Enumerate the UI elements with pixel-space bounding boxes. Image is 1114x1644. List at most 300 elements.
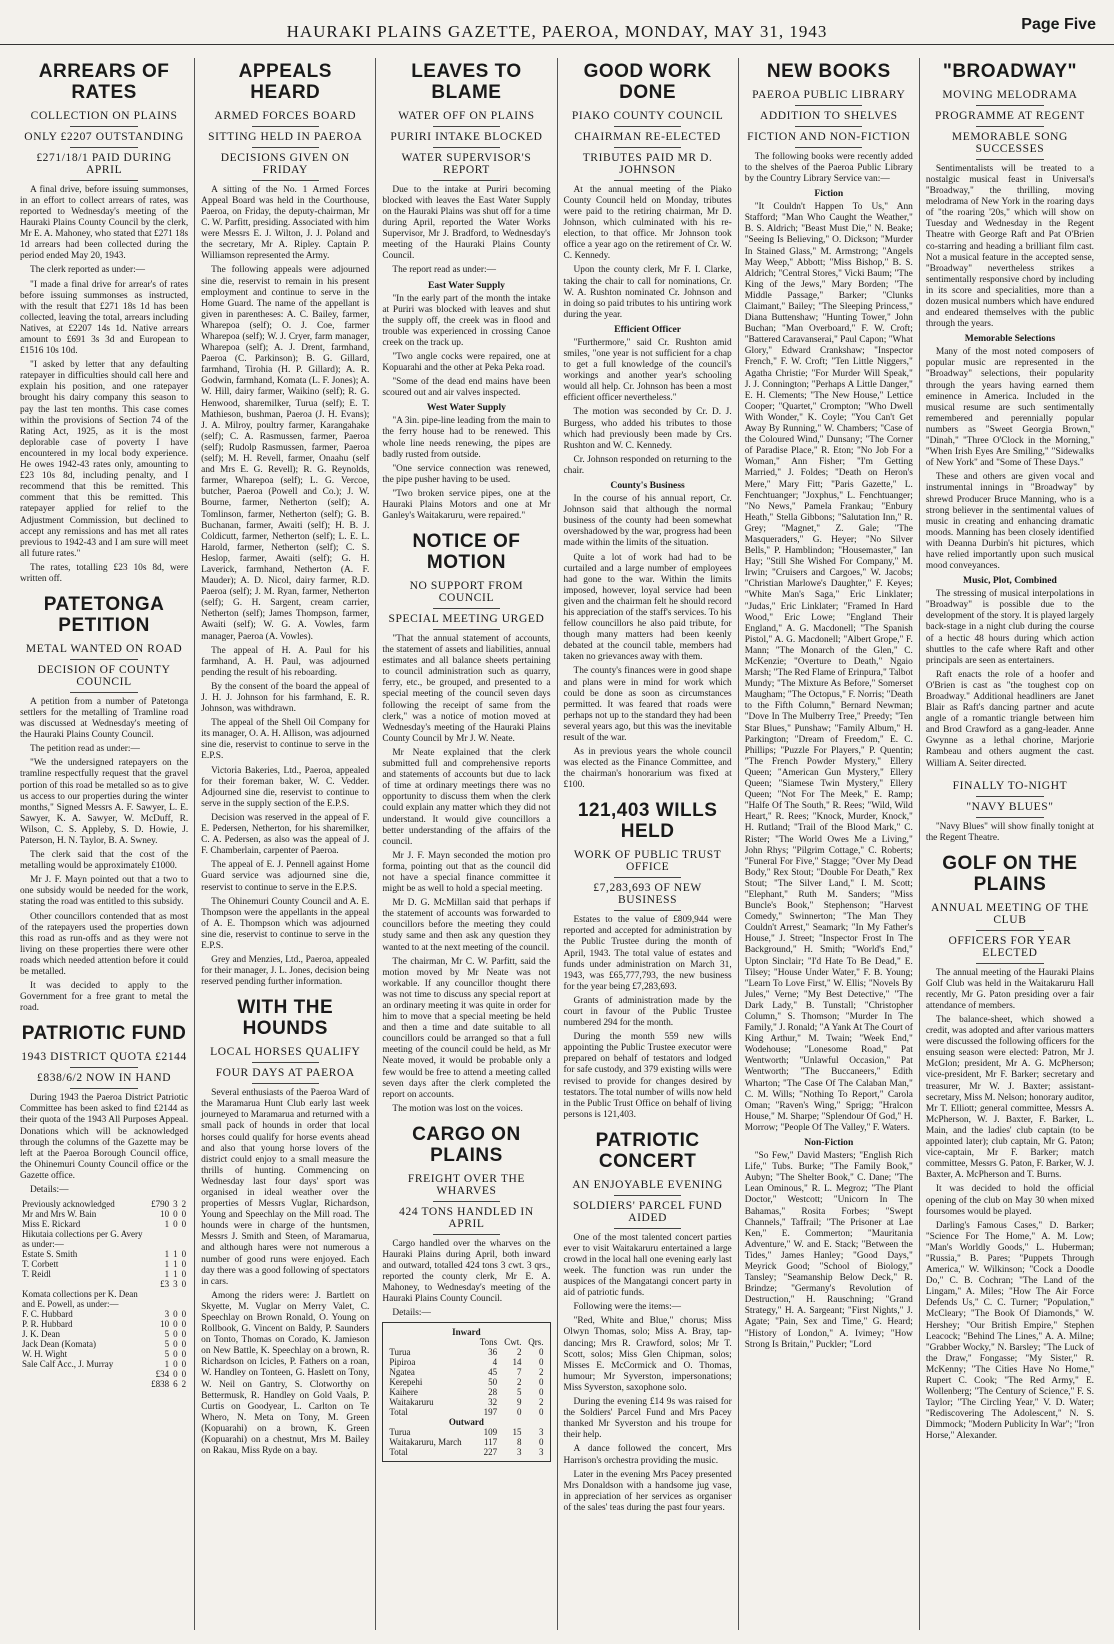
article-subheadline: 424 TONS HANDLED IN APRIL (399, 1205, 534, 1230)
article (926, 780, 1094, 844)
cargo-row (387, 1367, 545, 1377)
cargo-label: Waitakaruru, March (389, 1437, 462, 1448)
column (14, 58, 195, 1630)
paragraph: The chairman, Mr C. W. Parfitt, said the motion moved by Mr Neate was not workable. If any councillor thought there was not time to discuss any special report at an ordinary meeting it was quite in order for him to move that a special meeting be held and then a time and date suitable to all councillors could be arranged so that a full meeting of the council could be held, as Mr Neate moved, it would be probable only a few would be free to attend a meeting called seven days after the clerk completed the report on accounts. (382, 956, 551, 1100)
article-headline: GOOD WORK DONE (583, 61, 712, 103)
ledger-row (20, 1269, 188, 1279)
paragraph: Later in the evening Mrs Pacey presented Mrs Donaldson with a handsome jug vase, in appreciation of her services as organiser of the sales' teas during the past four years. (563, 1469, 732, 1513)
paragraph: Several enthusiasts of the Paeroa Ward of the Maramarua Hunt Club early last week journeyed to Maramarua and returned with a small pack of hounds in order that local horses could qualify for horse events ahead and also that young horse lovers of the district could enjoy to a small measure the thrills of hunting. Commencing on Wednesday last four days' sport was organised in ideal weather over the properties of Messrs Vuglar, Richardson, Young and Speechlay on the Mill road. The hounds were in charge of the huntsmen, Messrs J. Smith and Steen, of Maramarua, and although hares were not numerous a number of good runs were enjoyed. Each day there was a good following of spectators in cars. (201, 1088, 370, 1287)
section-heading: Music, Plot, Combined (963, 575, 1057, 587)
article-subheadline: PURIRI INTAKE BLOCKED (390, 130, 543, 143)
article (382, 1125, 550, 1462)
cargo-value: 36 (488, 1347, 498, 1358)
cargo-value: 0 (539, 1377, 544, 1388)
divider-rule (252, 147, 319, 148)
cargo-value: 2 (516, 1377, 522, 1388)
ledger-amount: 3 (173, 1199, 178, 1210)
article-headline: PATRIOTIC FUND (21, 1023, 187, 1045)
ledger-label: Previously acknowledged (22, 1199, 115, 1210)
section-heading: East Water Supply (427, 279, 505, 291)
ledger-amount: 1 (173, 1269, 178, 1280)
paragraph: Mr Neate explained that the clerk submitted full and comprehensive reports and statements of accounts but due to lack of time at ordinary meetings there was no opportunity to discuss them when the clerk could explain any matter which they did not understand. It would give councillors a better understanding of the affairs of the council. (382, 747, 551, 847)
article-subheadline: £838/6/2 NOW IN HAND (37, 1072, 172, 1085)
column (376, 58, 557, 1630)
ledger-amount: 0 (173, 1369, 178, 1380)
ledger-amount: 0 (181, 1249, 187, 1260)
ledger-amount: 6 (173, 1379, 178, 1390)
article (201, 998, 369, 1457)
cargo-value: 7 (516, 1367, 522, 1378)
paragraph: Details:— (30, 1185, 69, 1196)
article (926, 854, 1094, 1443)
cargo-value: 2 (539, 1397, 544, 1408)
paragraph: Decision was reserved in the appeal of F. E. Pedersen, Netherton, for his sharemilker, C. A. Pedersen, as also was the appeal of J. F. Chamberlain, carpenter of Paeroa. (201, 812, 370, 857)
paragraph: Many of the most noted composers of popular music are represented in the "Broadway" selections, their popularity through the years having earned them eminence in America. Included in the musical resume are such sentimentally remembered and perennially popular numbers as "Sweet Georgia Brown," "Dinah," "Three O'Clock in the Morning," "When Irish Eyes Are Smiling," "Sidewalks of New York" and "Some of These Days." (925, 347, 1095, 469)
ledger-amount: 3 (173, 1279, 178, 1290)
ledger-label: T. Reidl (22, 1269, 51, 1280)
ledger-row (20, 1319, 188, 1329)
article (201, 62, 369, 988)
ledger-amount: 0 (181, 1309, 187, 1320)
divider-rule (976, 817, 1043, 818)
paragraph: The annual meeting of the Hauraki Plains Golf Club was held in the Waitakaruru Hall recently, Mr G. Paton presiding over a fair attendance of members. (925, 967, 1095, 1011)
cargo-label: Kaihere (389, 1387, 418, 1398)
ledger-row (20, 1289, 188, 1309)
article (382, 62, 550, 522)
ledger-label: Sale Calf Acc., J. Murray (22, 1359, 114, 1370)
divider-rule (976, 159, 1043, 160)
ledger-amount: 0 (173, 1349, 178, 1360)
cargo-section-row (387, 1417, 545, 1427)
article-headline: 121,403 WILLS HELD (577, 800, 718, 843)
section-heading: West Water Supply (426, 402, 506, 414)
ledger-row (20, 1279, 188, 1289)
divider-rule (976, 963, 1043, 964)
ledger-row (20, 1209, 188, 1219)
divider-rule (70, 1067, 137, 1068)
article-subheadline: SOLDIERS' PARCEL FUND AIDED (572, 1199, 723, 1224)
article-subheadline: SITTING HELD IN PAEROA (208, 130, 363, 143)
ledger-row (20, 1359, 188, 1369)
ledger-label: P. R. Hubbard (22, 1319, 73, 1330)
article-headline: NOTICE OF MOTION (412, 531, 521, 574)
ledger-row (20, 1249, 188, 1259)
ledger-label (20, 1369, 149, 1379)
article-subheadline: ARMED FORCES BOARD (214, 109, 357, 122)
paragraph: "Two broken service pipes, one at the Hauraki Plains Motors and one at Mr Ganley's Waitakaruru, were repaired." (382, 488, 551, 522)
cargo-label: Turua (389, 1347, 411, 1358)
article-headline: LEAVES TO BLAME (411, 61, 522, 103)
section-heading: Fiction (814, 188, 844, 200)
article (20, 595, 188, 1014)
cargo-header: Tons (479, 1337, 498, 1348)
divider-rule (614, 910, 681, 911)
divider-rule (614, 877, 681, 878)
paragraph: The balance-sheet, which showed a credit, was adopted and after various matters were discussed the following officers for the ensuing season were elected: Patron, Mr J. McGlon; president, Mr A. G. McPherson; vice-president, Mr F. Barker; secretary and treasurer, Mr W. J. Baxter; assistant-secretary, Miss M. Nelson; honorary auditor, Mr T. Elliott; general committee, Messrs A. McPherson, W. J. Baxter, F. Barker, L. Main, and the ladies' club captain (to be appointed later); club captain, Mr G. Paton; vice-captain, Mr F. Barker; match committee, Messrs G. Paton, F. Barker, W. J. Baxter, A. McPherson and T. Burns. (925, 1015, 1095, 1181)
paragraph: Mr J. F. Mayn seconded the motion pro forma, pointing out that as the council did not have a special finance committee it might be as well to hold a special meeting. (382, 850, 551, 895)
cargo-value: 0 (539, 1347, 544, 1358)
cargo-value: 0 (516, 1407, 522, 1418)
ledger-row (20, 1339, 188, 1349)
paragraph: Victoria Bakeries, Ltd., Paeroa, appealed for their foreman baker, W. C. Vedder. Adjourned sine die, reservist to continue to serve in the supply section of the E.P.S. (201, 765, 370, 809)
article-subheadline: WORK OF PUBLIC TRUST OFFICE (573, 849, 722, 874)
divider-rule (976, 930, 1043, 931)
article (745, 62, 913, 1351)
ledger-amount: 1 (173, 1259, 178, 1270)
ledger-amount: 0 (173, 1339, 178, 1350)
article-subheadline: COLLECTION ON PLAINS (30, 109, 178, 122)
paragraph: The county's finances were in good shape and plans were in mind for work which could be done as soon as circumstances permitted. It was feared that roads were perhaps not up to the standard they had been several years ago, but this was the inevitable result of the war. (563, 666, 732, 743)
masthead-title: HAURAKI PLAINS GAZETTE, PAEROA, MONDAY, MAY 31, 1943 (286, 22, 828, 41)
ledger-amount (180, 1289, 189, 1309)
divider-rule (433, 147, 500, 148)
paragraph: "Red, White and Blue," chorus; Miss Olwyn Thomas, solo; Miss A. Bray, tap-dancing; Mrs R. Crawford, solos; Mr T. Scott, solos; Miss Glen Chipman, solos; Misses E. McCormick and O. Thomas, humour; Mr Syverston, impersonations; Miss Syverston, saxophone solo. (563, 1316, 732, 1393)
ledger-amount: £790 (151, 1199, 170, 1210)
cargo-value: 45 (488, 1367, 498, 1378)
paragraph: The report read as under:— (392, 265, 496, 276)
cargo-row (387, 1397, 545, 1407)
article-headline: ARREARS OF RATES (38, 61, 170, 103)
ledger-amount: 0 (181, 1219, 187, 1230)
paragraph: Sentimentalists will be treated to a nostalgic musical feast in Universal's "Broadway," the thrilling, moving melodrama of New York in the roaring days of "the roaring '20s," which will show on Tuesday and Wednesday in the Regent Theatre with George Raft and Pat O'Brien co-starring and heading a brilliant film cast. Not a musical feature in the accepted sense, "Broadway" nevertheless strikes a sentimentally responsive chord by including in its score and specialities, more than a dozen musical numbers which have endured and endeared themselves with the public through the years. (925, 163, 1095, 330)
article (20, 62, 188, 585)
ledger-amount (171, 1229, 180, 1249)
ledger-amount: 1 (173, 1249, 178, 1260)
cargo-value: 8 (516, 1437, 522, 1448)
divider-rule (795, 105, 862, 106)
divider-rule (70, 659, 137, 660)
ledger-amount: 5 (164, 1349, 170, 1360)
divider-rule (614, 1228, 681, 1229)
article-headline: WITH THE HOUNDS (237, 997, 334, 1040)
ledger-label: Komata collections per K. Dean and E. Powell, as under:— (22, 1289, 138, 1310)
paragraph: Upon the county clerk, Mr F. I. Clarke, taking the chair to call for nominations, Cr. W. A. Rushton nominated Cr. Johnson and in doing so paid tributes to his untiring work during the year. (563, 265, 732, 320)
article-subheadline: WATER OFF ON PLAINS (398, 109, 535, 122)
paragraph: Cr. Johnson responded on returning to the chair. (563, 454, 732, 476)
cargo-label: Total (389, 1447, 408, 1458)
paragraph: Quite a lot of work had had to be curtailed and a large number of employees had gone to the war. Within the limits imposed, however, loyal service had been given and the chairman felt he should record his appreciation of the staff's services. To his fellow councillors he also paid tribute, for though many matters had been keenly debated at the council table, members had taken no grievances away with them. (563, 552, 732, 663)
article-subheadline: FREIGHT OVER THE WHARVES (407, 1172, 525, 1197)
divider-rule (795, 147, 862, 148)
article-subheadline: FOUR DAYS AT PAEROA (215, 1067, 355, 1080)
cargo-value: 227 (483, 1447, 498, 1458)
ledger-label: Miss E. Rickard (22, 1219, 81, 1230)
ledger-amount: 1 (164, 1269, 170, 1280)
cargo-value: 0 (539, 1387, 544, 1398)
paragraph: "I asked by letter that any defaulting ratepayer in difficulties should call here and explain his position, and one ratepayer brought his dairy company this season to pay the last ten months. This case comes within the provisions of Section 74 of the Rating Act, 1925, as it is the most deplorable case of poverty I have encountered in my local body experience. He owes 1942-43 rates only, amounting to £23 10s 8d, including penalty, and I recommend that this be remitted. This comment that this be remitted. This ratepayer applied for relief to the Adjustment Commission, but declined to accept any remissions and has met all rates previous to 1942-43 and I am sure will meet all future rates." (20, 360, 189, 559)
paragraph: The appeal of the Shell Oil Company for its manager, O. A. H. Allison, was adjourned sine die, reservist to continue to serve in the E.P.S. (201, 718, 370, 762)
paragraph: A dance followed the concert, Mrs Harrison's orchestra providing the music. (563, 1444, 732, 1466)
ledger-amount: 0 (173, 1319, 178, 1330)
article-subheadline: £271/18/1 PAID DURING APRIL (36, 151, 172, 176)
ledger-row (20, 1309, 188, 1319)
article-headline: GOLF ON THE PLAINS (942, 852, 1078, 895)
ledger-amount: 10 (160, 1319, 170, 1330)
ledger-amount: £3 (160, 1279, 170, 1290)
paragraph: "That the annual statement of accounts, the statement of assets and liabilities, annual estimates and all balance sheets pertaining to council administration such as quarry, ferry, etc., be grouped, and presented to a special meeting of the council seven days following the receipt of same from the clerk," was a notice of motion moved at Wednesday's meeting of the Hauraki Plains County Council by Mr J. W. Neate. (382, 634, 551, 744)
paragraph: The clerk reported as under:— (30, 265, 146, 276)
ledger-amount (149, 1229, 171, 1249)
article-headline: "BROADWAY" (942, 61, 1078, 82)
divider-rule (70, 692, 137, 693)
article-subheadline: CHAIRMAN RE-ELECTED (574, 130, 721, 143)
cargo-value: 2 (539, 1367, 544, 1378)
article-subheadline: TRIBUTES PAID MR D. JOHNSON (582, 151, 713, 176)
cargo-table-box (382, 1322, 550, 1462)
paragraph: These and others are given vocal and instrumental innings in "Broadway" by shrewd Producer Bruce Manning, who is a strong believer in the sentimental values of music in creating and enhancing dramatic moods. Manning has been closely identified with Deanna Durbin's hit pictures, which have relied importantly upon such musical mood conveyances. (925, 472, 1095, 572)
divider-rule (433, 629, 500, 630)
cargo-value: 109 (483, 1427, 498, 1438)
ledger-amount: £838 (151, 1379, 170, 1390)
paragraph: Grey and Menzies, Ltd., Paeroa, appealed for their manager, J. L. Jones, decision being reserved pending further information. (201, 955, 370, 988)
article-subheadline: AN ENJOYABLE EVENING (572, 1178, 723, 1191)
paragraph: One of the most talented concert parties ever to visit Waitakaruru entertained a large crowd in the local hall one evening early last week. The function was run under the auspices of the Mangatangi concert party in aid of patriotic funds. (563, 1232, 732, 1299)
paragraph: During 1943 the Paeroa District Patriotic Committee has been asked to find £2144 as their quota of the 1943 All Purposes Appeal. Donations which will be acknowledged through the columns of the Gazette may be left at the Paeroa Borough Council office, the Ohinemuri County Council office or the Gazette office. (20, 1093, 189, 1181)
column (558, 58, 739, 1630)
paragraph: Darling's Famous Cases," D. Barker; "Science For The Home," A. M. Low; "Man's Worldly Goods," L. Huberman; "Russia," B. Pares; "Puppets Through America," W. Wilkinson; "Cock a Doodle Do," C. B. Cochran; "The Land of the Lingam," A. Miles; "How The Air Force Defends Us," C. C. Turner; "Population," McCleary; "The Book Of Diamonds," W. Hershey; "Our British Empire," Stephen Leacock; "Behind The Lines," A. A. Milne; "Grabber Wocky," N. Barsley; "The Luck of the Draw," Fongasse; "My Sister," R. McKenny; "The Cities Have No Home," Rupert C. Cook; "The Red Army," E. Wollenberg; "The Century of Science," F. S. Taylor; "The Circling Year," V. D. Water; "Rediscovering The Adolescent," N. S. Dimmock; "Modern Publicity In War"; "Iron Horse," Alexander. (925, 1220, 1095, 1442)
article-headline: CARGO ON PLAINS (412, 1123, 521, 1166)
ledger-row (20, 1229, 188, 1249)
columns-container (14, 58, 1100, 1630)
paragraph: The following books were recently added to the shelves of the Paeroa Public Library by the Country Library Service van:— (744, 151, 913, 185)
paragraph: Due to the intake at Puriri becoming blocked with leaves the East Water Supply on the Hauraki Plains was shut off for a time during April, reported the Water Works Supervisor, Mr J. Bradford, to Wednesday's meeting of the Hauraki Plains County Council. (382, 184, 551, 262)
ledger-amount: 0 (173, 1359, 178, 1370)
ledger-label: Mr and Mrs W. Bain (22, 1209, 97, 1220)
paragraph: Cargo handled over the wharves on the Hauraki Plains during April, both inward and outward, totalled 424 tons 3 cwt. 3 qrs., reported the county clerk, Mr E. A. Mahoney, to Wednesday's meeting of the Hauraki Plains County Council. (382, 1238, 551, 1305)
paragraph: A final drive, before issuing summonses, in an effort to collect arrears of rates, was reported to Wednesday's meeting of the Hauraki Plains County Council by the clerk, Mr E. A. Mahoney, who stated that £271 18s 1d arrears had been collected during the period ended May 20, 1943. (20, 184, 189, 262)
divider-rule (614, 180, 681, 181)
cargo-table (387, 1327, 545, 1457)
paragraph: It was decided to hold the official opening of the club on May 30 when mixed foursomes would be played. (925, 1184, 1095, 1217)
paragraph: The Ohinemuri County Council and A. E. Thompson were the appellants in the appeal of A. E. Thompson which was adjourned sine die, reservist to continue to serve in the E.P.S. (201, 896, 370, 951)
ledger-amount: 0 (181, 1259, 187, 1270)
ledger-amount: 1 (164, 1359, 170, 1370)
ledger-amount (149, 1289, 171, 1309)
section-heading: Efficient Officer (614, 323, 682, 335)
ledger-amount: 2 (181, 1379, 187, 1390)
cargo-row (387, 1377, 545, 1387)
article (564, 1131, 732, 1514)
paragraph: The following appeals were adjourned sine die, reservist to remain in his present employment and continue to serve in the Home Guard. The name of the appellant is given in parentheses: A. C. Bailey, farmer, Wharepoa (self); O. J. Coe, farmer Wharepoa (self); W. J. Cryer, farm manager, Wharepoa (self); A. J. Drent, farmhand, Paeroa (C. Parkinson); B. G. Gillard, farmhand, Tirohia (H. P. Gillard); A. R. Godwin, farmhand, Komata (L. F. Jones); A. W. Hill, dairy farmer, Waikino (self); R. G. Henwood, sharemilker, Turua (self); E. T. Mathieson, bushman, Paeroa (J. H. Evans); J. A. Milroy, poultry farmer, Karangahake (self); C. A. Rasmussen, farmer, Paeroa (self); Rudolp Rasmussen, farmer, Paeroa (self); M. H. Revell, farmer, Onaahu (self and Mrs E. G. Revell); R. G. Reynolds, farmer, Wharepoa (self); L. G. Vercoe, butcher, Paeroa (Powell and Co.); J. W. Bourne, farmer, Netherton (self); A. Tomlinson, farmer, Netherton (self); G. B. Buchanan, farmer, Awaiti (self); H. B. J. Coldicutt, farmer, Netherton (self); L. E. L. Harold, farmer, Netherton (self); C. S. Heslop, farmer, Awaiti (self); G. H. Laverick, farmhand, Netherton (A. F. Mauder); A. D. Nicol, dairy farmer, R.D. Paeroa (self); J. M. Ryan, farmer, Netherton (self); G. H. Sargent, cream carrier, Netherton (self); James Thompson, farmer, Awaiti (self); W. G. A. Vowles, farm manager, Paeroa (A. Vowles). (201, 265, 370, 642)
cargo-row (387, 1407, 545, 1417)
masthead (0, 18, 1114, 45)
paragraph: The stressing of musical interpolations in "Broadway" is possible due to the development of the story. It is played largely back-stage in a night club during the course of a hectic 48 hours during which action shuttles to the cafe where Raft and other principals are seen as entertainers. (925, 589, 1095, 666)
ledger-label: Jack Dean (Komata) (22, 1339, 96, 1350)
article-subheadline: MOVING MELODRAMA (942, 88, 1078, 101)
article-subheadline: ADDITION TO SHELVES (759, 109, 898, 122)
ledger-row (20, 1369, 188, 1379)
paragraph: A petition from a number of Patetonga settlers for the metalling of Tramline road was discussed at Wednesday's meeting of the Hauraki Plains County Council. (20, 696, 189, 741)
ledger-amount: 1 (164, 1259, 170, 1270)
cargo-row (387, 1387, 545, 1397)
paragraph: "Furthermore," said Cr. Rushton amid smiles, "one year is not sufficient for a chap to get a full knowledge of the council's workings and another year's schooling would all help. Cr. Johnson has been a most efficient officer nevertheless." (563, 337, 732, 404)
ledger-label: W. H. Wight (22, 1349, 68, 1360)
cargo-label: Kerepehi (389, 1377, 423, 1388)
paragraph: Mr J. F. Mayn pointed out that a two to one subsidy would be needed for the work, stating the road was entitled to this subsidy. (20, 875, 189, 908)
article-headline: PATRIOTIC CONCERT (595, 1129, 700, 1172)
divider-rule (614, 126, 681, 127)
fund-ledger-table (20, 1199, 188, 1389)
paragraph: Raft enacts the role of a hoofer and O'Brien is cast as "the toughest cop on Broadway." Additional headliners are Janet Blair as Raft's dancing partner and acute angle of a romantic triangle between him and Brod Crawford as a gang-leader. Anne Gwynne as a lethal chorine, Marjorie Rambeau and others augment the cast. William A. Seiter directed. (925, 669, 1095, 769)
ledger-label: F. C. Hubbard (22, 1309, 73, 1320)
ledger-label: J. K. Dean (22, 1329, 60, 1340)
ledger-label: Estate S. Smith (22, 1249, 78, 1260)
ledger-amount: 3 (164, 1309, 170, 1320)
article-headline: NEW BOOKS (766, 61, 891, 82)
article-headline: PATETONGA PETITION (43, 594, 165, 636)
divider-rule (433, 608, 500, 609)
ledger-row (20, 1349, 188, 1359)
cargo-value: 15 (512, 1427, 522, 1438)
divider-rule (70, 126, 137, 127)
divider-rule (70, 180, 137, 181)
cargo-section-label: Inward (452, 1327, 481, 1338)
cargo-row (387, 1447, 545, 1457)
ledger-amount: 1 (164, 1219, 170, 1230)
cargo-row (387, 1427, 545, 1437)
cargo-row (387, 1357, 545, 1367)
cargo-section-row (387, 1327, 545, 1337)
ledger-amount: 0 (181, 1209, 187, 1220)
cargo-value: 32 (488, 1397, 498, 1408)
cargo-value: 5 (516, 1387, 522, 1398)
paragraph: Among the riders were: J. Bartlett on Skyette, M. Vuglar on Merry Valet, C. Speechlay on Brown Ronald, O. Young on Rollbook, G. Vincent on Baldy, P. Saunders on Tonto, Thomas on Corado, K. Jamieson on New Battle, K. Speechlay on a brown, R. Richardson on Icicles, P. Fathers on a roan, W. Handley on Tonteen, G. Haslett on Tony, W. Neil on Gantry, S. Clotworthy on Bettermusk, R. Handley on Gold Vaals, P. Curtis on Goodyear, L. Carlton on Te Whero, N. Meta on Tony, M. Green (Kopuarahi) on a brown, K. Green (Kopuarahi) on a chestnut, Mrs M. Bailey on Rakau, Miss Ryde on a bay. (201, 1290, 370, 1457)
article (564, 801, 732, 1120)
paragraph: "We the undersigned ratepayers on the tramline respectfully request that the gravel portion of this road be metalled so as to give us access to our properties during the winter months," Signed Messrs A. F. Sawyer, L. E. Sawyer, K. A. Sawyer, W. McDuff, R. Wilson, C. S. Appleby, S. D. Howie, J. Paterson, H. N. Taylor, B. A. Swney. (20, 758, 189, 846)
article-subheadline: SPECIAL MEETING URGED (388, 613, 545, 625)
ledger-amount: £34 (155, 1369, 170, 1380)
article-subheadline: £7,283,693 OF NEW BUSINESS (593, 882, 702, 907)
paragraph: During the evening £14 9s was raised for the Soldiers' Parcel Fund and Mrs Pacey thanked Mr Syverston and his troupe for their help. (563, 1397, 732, 1441)
cargo-value: 3 (516, 1447, 522, 1458)
cargo-label: Waitakaruru (389, 1397, 434, 1408)
cargo-value: 2 (516, 1347, 522, 1358)
article-subheadline: ANNUAL MEETING OF THE CLUB (930, 901, 1089, 926)
column (739, 58, 920, 1630)
paragraph: "In the early part of the month the intake at Puriri was blocked with leaves and shut the supply off, the creek was in flood and trouble was experienced in crossing Canoe creek on the track up. (382, 293, 551, 348)
article-subheadline: WATER SUPERVISOR'S REPORT (401, 151, 532, 176)
divider-rule (614, 147, 681, 148)
ledger-amount: 5 (164, 1339, 170, 1350)
cargo-value: 0 (539, 1357, 544, 1368)
cargo-value: 50 (488, 1377, 498, 1388)
ledger-amount: 0 (173, 1329, 178, 1340)
paragraph: "Two angle cocks were repaired, one at Kopuarahi and the other at Peka Peka road. (382, 352, 551, 374)
cargo-value: 197 (483, 1407, 498, 1418)
ledger-amount: 0 (173, 1309, 178, 1320)
article-subheadline: PROGRAMME AT REGENT (935, 109, 1085, 122)
ledger-label (20, 1279, 149, 1289)
ledger-amount: 0 (181, 1269, 187, 1280)
article-subheadline: LOCAL HORSES QUALIFY (210, 1046, 361, 1059)
column (195, 58, 376, 1630)
ledger-amount: 0 (181, 1369, 187, 1380)
ledger-row (20, 1379, 188, 1389)
paragraph: As in previous years the whole council was elected as the Finance Committee, and the chairman's honorarium was fixed at £100. (563, 747, 732, 791)
cargo-value: 4 (492, 1357, 498, 1368)
ledger-amount: 0 (181, 1279, 187, 1290)
ledger-amount: 5 (164, 1329, 170, 1340)
article (926, 62, 1094, 770)
divider-rule (976, 126, 1043, 127)
paragraph: "So Few," David Masters; "English Rich Life," Tubs. Burke; "The Family Book," Aubyn; "The Shelter Book," C. Dane; "The Lean Ominous," R. L. Megroz; "The Plant Doctor," Westcott; "Unicorn In The Bahamas," Rosita Forbes; "Swept Channels," Taffrail; "The Prisoner at Lae Ken," E. Commerton; "Mauritania Adventure," W. and E. Stack; "Between the Tides," James Hanley; "Good Days," Meyrick Good; "School of Biology," Tansley; "Seamanship Below Deck," R. Brindze; "Germany's Revolution of Destruction," H. Rauschning; "Grand Strategy," H. A. Sargeant; "First Nights," J. Agate; "Pain, Sex and Time," G. Heard; "History of London," A. Ivimey; "How Strong Is Britain," Puckler; "Lord (744, 1151, 913, 1350)
article-subheadline: DECISIONS GIVEN ON FRIDAY (220, 151, 350, 176)
cargo-value: 3 (539, 1447, 544, 1458)
divider-rule (70, 1088, 137, 1089)
paragraph: The clerk said that the cost of the metalling would be approximately £1000. (20, 850, 189, 872)
article-subheadline: FINALLY TO-NIGHT (952, 779, 1068, 792)
divider-rule (252, 1083, 319, 1084)
ledger-amount: 0 (181, 1359, 187, 1370)
ledger-amount: 2 (181, 1199, 187, 1210)
section-heading: Memorable Selections (964, 333, 1056, 345)
article-subheadline: "NAVY BLUES" (966, 800, 1054, 813)
paragraph: "One service connection was renewed, the pipe pusher having to be used. (382, 463, 551, 485)
ledger-label: T. Corbett (22, 1259, 59, 1270)
paragraph: The appeal of H. A. Paul for his farmhand, A. H. Paul, was adjourned pending the result of his reboarding. (201, 645, 370, 678)
article-subheadline: DECISION OF COUNTY COUNCIL (37, 663, 171, 688)
paragraph: "Some of the dead end mains have been scoured out and air valves inspected. (382, 377, 551, 399)
cargo-row (387, 1437, 545, 1447)
ledger-amount: 0 (181, 1339, 187, 1350)
article-subheadline: 1943 DISTRICT QUOTA £2144 (21, 1051, 187, 1064)
article-subheadline: MEMORABLE SONG SUCCESSES (951, 130, 1068, 155)
divider-rule (433, 180, 500, 181)
ledger-row (20, 1259, 188, 1269)
paragraph: By the consent of the board the appeal of J. H. J. Johnson for his farmhand, E. R. Johnson, was withdrawn. (201, 681, 370, 715)
cargo-header: Cwt. (504, 1337, 522, 1348)
section-heading: Non-Fiction (804, 1137, 854, 1149)
section-heading: County's Business (610, 480, 685, 492)
cargo-header (387, 1337, 474, 1347)
paragraph: It was decided to apply to the Government for a free grant to metal the road. (20, 981, 189, 1014)
cargo-value: 28 (488, 1387, 498, 1398)
divider-rule (795, 126, 862, 127)
ledger-row (20, 1219, 188, 1229)
ledger-label (20, 1379, 149, 1389)
ledger-amount: 0 (181, 1329, 187, 1340)
ledger-amount: 0 (181, 1319, 187, 1330)
divider-rule (976, 105, 1043, 106)
paragraph: The motion was lost on the voices. (392, 1103, 523, 1114)
divider-rule (252, 126, 319, 127)
cargo-label: Ngatea (389, 1367, 415, 1378)
ledger-amount: 0 (181, 1349, 187, 1360)
paragraph: At the annual meeting of the Piako County Council held on Monday, tributes were paid to the retiring chairman, Mr D. Johnson, which culminated with his re-election, to that office. Mr Johnson took office a year ago on the retirement of Cr. W. C. Kennedy. (563, 184, 732, 262)
paragraph: The petition read as under:— (30, 744, 140, 755)
article (20, 1024, 188, 1389)
cargo-header: Qrs. (528, 1337, 544, 1348)
divider-rule (433, 1234, 500, 1235)
article-subheadline: METAL WANTED ON ROAD (25, 642, 183, 655)
ledger-amount (180, 1229, 189, 1249)
paragraph: The motion was seconded by Cr. D. J. Burgess, who added his tributes to those which had previously been made by Crs. Rushton and W. C. Kennedy. (563, 407, 732, 451)
paragraph: The appeal of E. J. Pennell against Home Guard service was adjourned sine die, reservist to continue to serve in the E.P.S. (201, 860, 370, 893)
ledger-amount: 1 (164, 1249, 170, 1260)
cargo-header-row (387, 1337, 545, 1347)
cargo-value: 9 (516, 1397, 522, 1408)
article-subheadline: OFFICERS FOR YEAR ELECTED (948, 934, 1072, 959)
divider-rule (614, 1195, 681, 1196)
article-subheadline: ONLY £2207 OUTSTANDING (24, 130, 184, 143)
cargo-label: Total (389, 1407, 408, 1418)
ledger-amount: 10 (160, 1209, 170, 1220)
column (920, 58, 1100, 1630)
paragraph: During the month 559 new wills appointing the Public Trustee executor were prepared on behalf of testators and lodged for safe custody, and 379 existing wills were revised to provide for changes desired by testators. The total number of wills now held in the Public Trust Office on behalf of living persons is 121,403. (563, 1032, 732, 1120)
paragraph: "Navy Blues" will show finally tonight at the Regent Theatre. (925, 821, 1095, 843)
paragraph: Grants of administration made by the court in favour of the Public Trustee numbered 294 for the month. (563, 995, 732, 1029)
paragraph: Details:— (392, 1308, 431, 1319)
